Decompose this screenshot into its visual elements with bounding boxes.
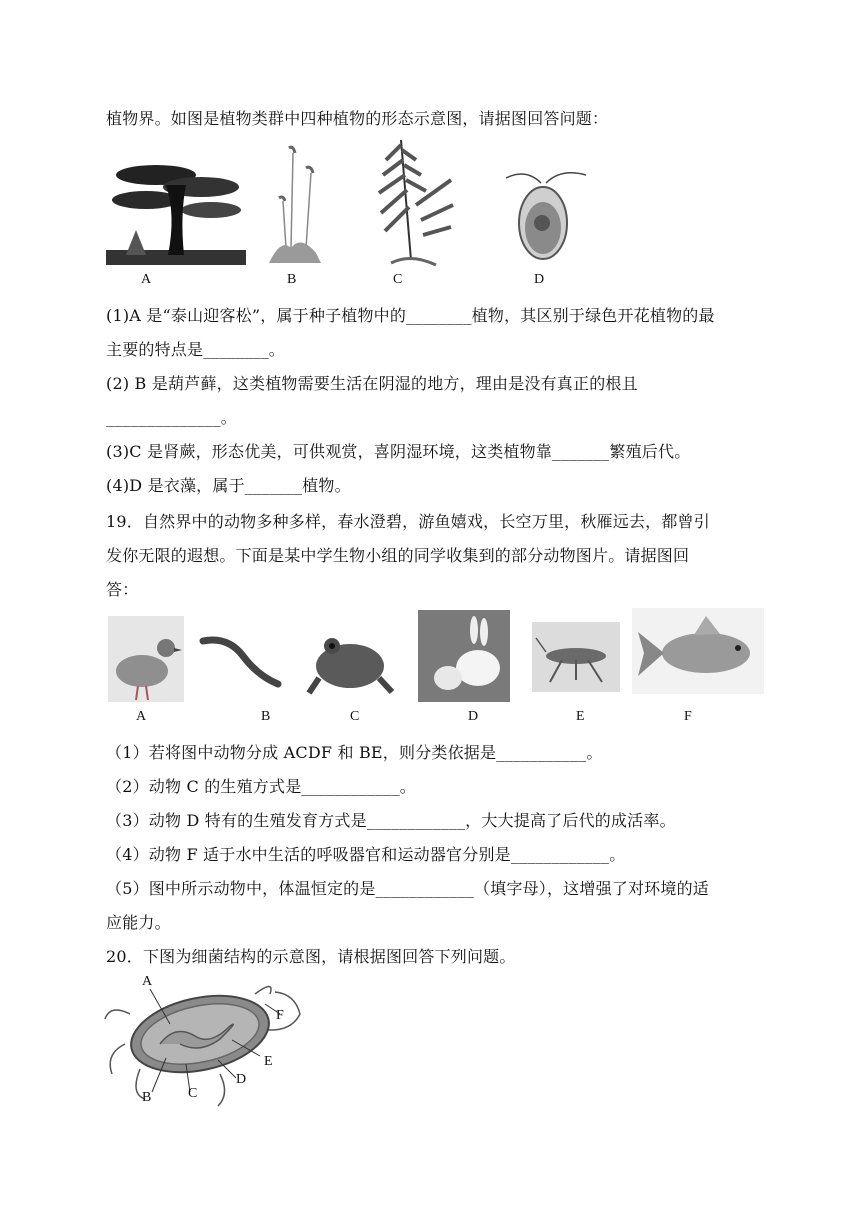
- q19-sub5-line1: （5）图中所示动物中，体温恒定的是____________（填字母），这增强了对环境的适: [106, 879, 709, 898]
- grasshopper-image: [532, 622, 620, 692]
- plant-label-b: B: [287, 272, 297, 287]
- animal-label-c: C: [350, 709, 360, 724]
- q18-part1-line1: (1)A 是“泰山迎客松”，属于种子植物中的________植物，其区别于绿色开花植物的最: [106, 306, 715, 325]
- q19-sub5-line2: 应能力。: [106, 913, 171, 932]
- pigeon-image: [108, 616, 184, 702]
- bacterium-label-f: F: [276, 1008, 284, 1023]
- q18-part1-line2: 主要的特点是________。: [106, 340, 286, 359]
- bacterium-label-e: E: [264, 1054, 273, 1069]
- q19-stem-line1: 19．自然界中的动物多种多样，春水澄碧，游鱼嬉戏，长空万里，秋雁远去，都曾引: [106, 512, 710, 531]
- q19-sub2: （2）动物 C 的生殖方式是____________。: [106, 777, 416, 796]
- frog-image: [304, 618, 398, 698]
- q19-sub1: （1）若将图中动物分成 ACDF 和 BE，则分类依据是___________。: [106, 743, 603, 762]
- bacterium-label-d: D: [236, 1072, 247, 1087]
- q18-part2-line2: ______________。: [106, 408, 237, 427]
- plant-label-c: C: [393, 272, 403, 287]
- bacterium-figure: [100, 974, 310, 1114]
- animal-label-b: B: [261, 709, 271, 724]
- carp-image: [632, 608, 764, 694]
- plant-label-a: A: [141, 272, 152, 287]
- earthworm-image: [198, 626, 286, 694]
- animal-label-d: D: [468, 709, 479, 724]
- q19-stem-line2: 发你无限的遐想。下面是某中学生物小组的同学收集到的部分动物图片。请据图回: [106, 546, 690, 565]
- plant-label-d: D: [534, 272, 545, 287]
- q18-part2-line1: (2) B 是葫芦藓，这类植物需要生活在阴湿的地方，理由是没有真正的根且: [106, 374, 638, 393]
- q18-part4: (4)D 是衣藻，属于_______植物。: [106, 476, 351, 495]
- q19-sub4: （4）动物 F 适于水中生活的呼吸器官和运动器官分别是____________。: [106, 845, 626, 864]
- q20-stem: 20．下图为细菌结构的示意图，请根据图回答下列问题。: [106, 947, 516, 966]
- animal-label-e: E: [576, 709, 585, 724]
- bacterium-label-a: A: [142, 974, 153, 989]
- q19-sub3: （3）动物 D 特有的生殖发育方式是____________，大大提高了后代的成活率。: [106, 811, 676, 830]
- animal-figure: [106, 606, 766, 726]
- bacterium-label-c: C: [188, 1086, 198, 1101]
- plant-figure: [106, 135, 606, 290]
- bacterium-diagram: [100, 974, 310, 1114]
- moss-image: [261, 143, 331, 268]
- chlamydomonas-image: [496, 163, 591, 263]
- animal-label-a: A: [136, 709, 147, 724]
- intro-text: 植物界。如图是植物类群中四种植物的形态示意图，请据图回答问题：: [106, 109, 609, 128]
- rabbit-image: [418, 610, 510, 702]
- q19-stem-line3: 答：: [106, 580, 139, 599]
- pine-tree-image: [106, 155, 246, 265]
- fern-image: [371, 135, 456, 270]
- bacterium-label-b: B: [142, 1090, 152, 1105]
- q18-part3: (3)C 是肾蕨，形态优美，可供观赏，喜阴湿环境，这类植物靠_______繁殖后代。: [106, 442, 691, 461]
- animal-label-f: F: [684, 709, 692, 724]
